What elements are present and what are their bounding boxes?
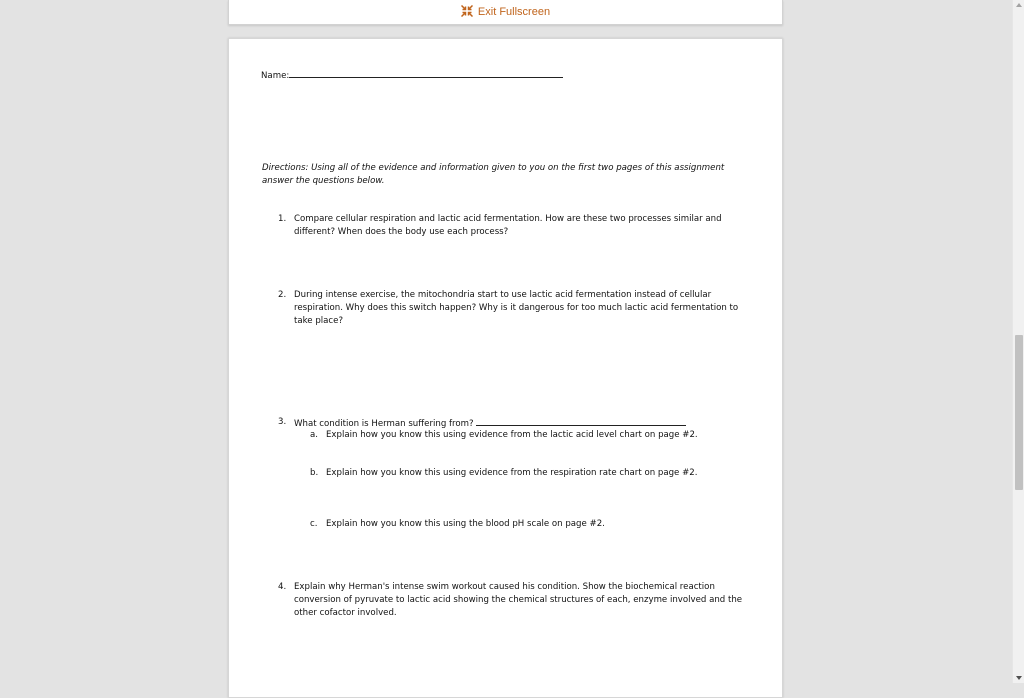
scroll-down-icon[interactable] [1016, 676, 1022, 680]
name-label: Name: [261, 71, 290, 81]
sub-question-letter: c. [310, 519, 318, 529]
sub-question-text: Explain how you know this using the blood pH scale on page #2. [326, 519, 605, 529]
directions-text: Directions: Using all of the evidence and information given to you on the first two pages of this assignment answer the questions below. [262, 163, 725, 186]
question-2 [278, 289, 748, 328]
exit-fullscreen-label: Exit Fullscreen [477, 6, 551, 18]
question-number: 2. [278, 290, 287, 300]
sub-question-letter: a. [310, 430, 318, 440]
question-4 [278, 581, 748, 620]
question-3b [310, 467, 740, 480]
question-number: 4. [278, 582, 287, 592]
name-underline [289, 68, 563, 78]
question-1 [278, 213, 748, 239]
sub-question-letter: b. [310, 468, 319, 478]
answer-underline [476, 416, 686, 426]
sub-question-text: Explain how you know this using evidence from the respiration rate chart on page #2. [326, 468, 698, 478]
question-3-text: What condition is Herman suffering from? [294, 419, 474, 429]
question-3a [310, 429, 740, 442]
vertical-scrollbar[interactable] [1012, 0, 1024, 683]
collapse-icon [461, 5, 473, 20]
exit-fullscreen-button[interactable] [461, 5, 550, 20]
question-number: 1. [278, 214, 287, 224]
question-3c [310, 518, 740, 531]
scroll-up-icon[interactable] [1016, 3, 1022, 7]
question-text: Compare cellular respiration and lactic acid fermentation. How are these two processes similar and different? When does the body use each process? [294, 214, 722, 237]
sub-question-text: Explain how you know this using evidence from the lactic acid level chart on page #2. [326, 430, 698, 440]
scrollbar-thumb[interactable] [1015, 335, 1023, 490]
question-number: 3. [278, 417, 287, 427]
question-text: During intense exercise, the mitochondria start to use lactic acid fermentation instead of cellular respiration. Why does this switch happen? Why is it dangerous for too much lactic acid fermentation to take place? [294, 290, 739, 326]
fullscreen-toolbar [228, 0, 783, 25]
document-page [228, 38, 783, 698]
name-field [261, 68, 563, 83]
question-text: Explain why Herman's intense swim workout caused his condition. Show the biochemical reaction conversion of pyruvate to lactic acid showing the chemical structures of each, enzyme involved and the other cofactor involved. [294, 582, 743, 618]
